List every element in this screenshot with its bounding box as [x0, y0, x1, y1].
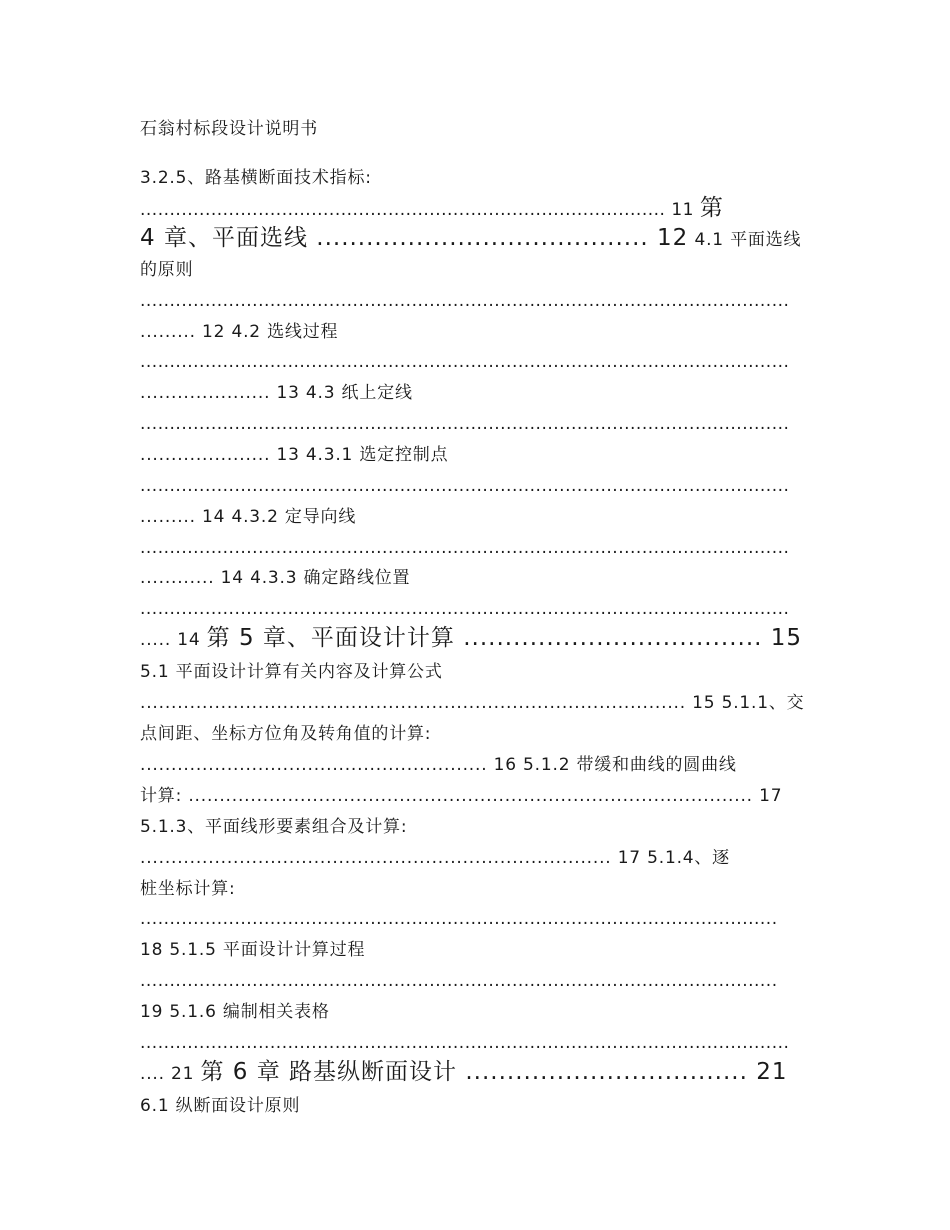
toc-line: [140, 881, 236, 898]
toc-text: 19 5.1.6 编制相关表格: [140, 1002, 330, 1022]
toc-text: ..............................................................................................................: [140, 291, 790, 311]
toc-line: [140, 819, 407, 836]
toc-text: ............................................................................ 17 5.1.4、逐: [140, 848, 730, 868]
toc-text: 4.1 平面选线: [688, 230, 802, 250]
toc-chapter-text: 4 章、平面选线 ........................................ 12: [140, 225, 689, 251]
toc-line: [140, 695, 804, 712]
toc-text: 5.1.3、平面线形要素组合及计算:: [140, 817, 408, 837]
toc-text: ............................................................................................................: [140, 909, 778, 929]
toc-line: [140, 509, 356, 526]
toc-line: [140, 416, 789, 433]
toc-chapter-text: 第 5 章、平面设计计算 .................................... 15: [206, 625, 803, 651]
toc-line: [140, 354, 789, 371]
toc-line: [140, 942, 365, 959]
toc-text: ......................................................................................... 11: [140, 200, 700, 220]
toc-line: [140, 262, 193, 279]
toc-text: 桩坐标计算:: [140, 879, 236, 899]
toc-text: .... 21: [140, 1064, 201, 1084]
toc-line: [140, 1098, 300, 1115]
toc-line: [140, 447, 448, 464]
toc-text: ..... 14: [140, 630, 207, 650]
toc-text: 5.1 平面设计计算有关内容及计算公式: [140, 662, 443, 682]
toc-line: [140, 601, 789, 618]
toc-text: ............................................................................................................: [140, 971, 778, 991]
toc-text: ..............................................................................................................: [140, 1033, 790, 1053]
toc-line: [140, 850, 730, 867]
toc-text: ..................... 13 4.3.1 选定控制点: [140, 445, 449, 465]
toc-line: [140, 1035, 789, 1052]
toc-text: 18 5.1.5 平面设计计算过程: [140, 940, 366, 960]
toc-text: ......... 12 4.2 选线过程: [140, 322, 339, 342]
toc-line: [140, 385, 413, 402]
toc-line: [140, 540, 789, 557]
toc-line: [140, 726, 431, 743]
toc-line: [140, 570, 410, 587]
toc-text: 3.2.5、路基横断面技术指标:: [140, 168, 372, 188]
toc-text: ........................................................................................ 15 5.1.1、交: [140, 693, 805, 713]
toc-text: ........................................................ 16 5.1.2 带缓和曲线的圆曲线: [140, 755, 737, 775]
toc-text: 6.1 纵断面设计原则: [140, 1096, 301, 1116]
toc-text: 的原则: [140, 260, 194, 280]
toc-text: ......... 14 4.3.2 定导向线: [140, 507, 357, 527]
toc-text: ..............................................................................................................: [140, 414, 790, 434]
toc-text: ..............................................................................................................: [140, 599, 790, 619]
toc-text: ..............................................................................................................: [140, 476, 790, 496]
toc-text: 计算: ........................................................................................... 17: [140, 786, 783, 806]
toc-text: 点间距、坐标方位角及转角值的计算:: [140, 724, 432, 744]
toc-chapter-text: 第: [699, 195, 724, 221]
toc-text: ..................... 13 4.3 纸上定线: [140, 383, 413, 403]
toc-line: [140, 324, 338, 341]
toc-line: [140, 1004, 330, 1021]
toc-line: [140, 478, 789, 495]
toc-line: [140, 973, 778, 990]
toc-text: ............ 14 4.3.3 确定路线位置: [140, 568, 411, 588]
toc-text: ..............................................................................................................: [140, 352, 790, 372]
toc-line: [140, 170, 372, 187]
toc-line: [140, 664, 443, 681]
toc-text: ..............................................................................................................: [140, 538, 790, 558]
toc-line: [140, 197, 724, 220]
toc-line: [140, 293, 789, 310]
toc-line: [140, 911, 778, 928]
toc-line: [140, 227, 801, 250]
toc-line: [140, 627, 802, 650]
page-header: 石翁村标段设计说明书: [140, 119, 318, 139]
toc-chapter-text: 第 6 章 路基纵断面设计 .................................. 21: [200, 1059, 788, 1085]
toc-line: [140, 788, 782, 805]
toc-line: [140, 757, 737, 774]
toc-line: [140, 1061, 788, 1084]
